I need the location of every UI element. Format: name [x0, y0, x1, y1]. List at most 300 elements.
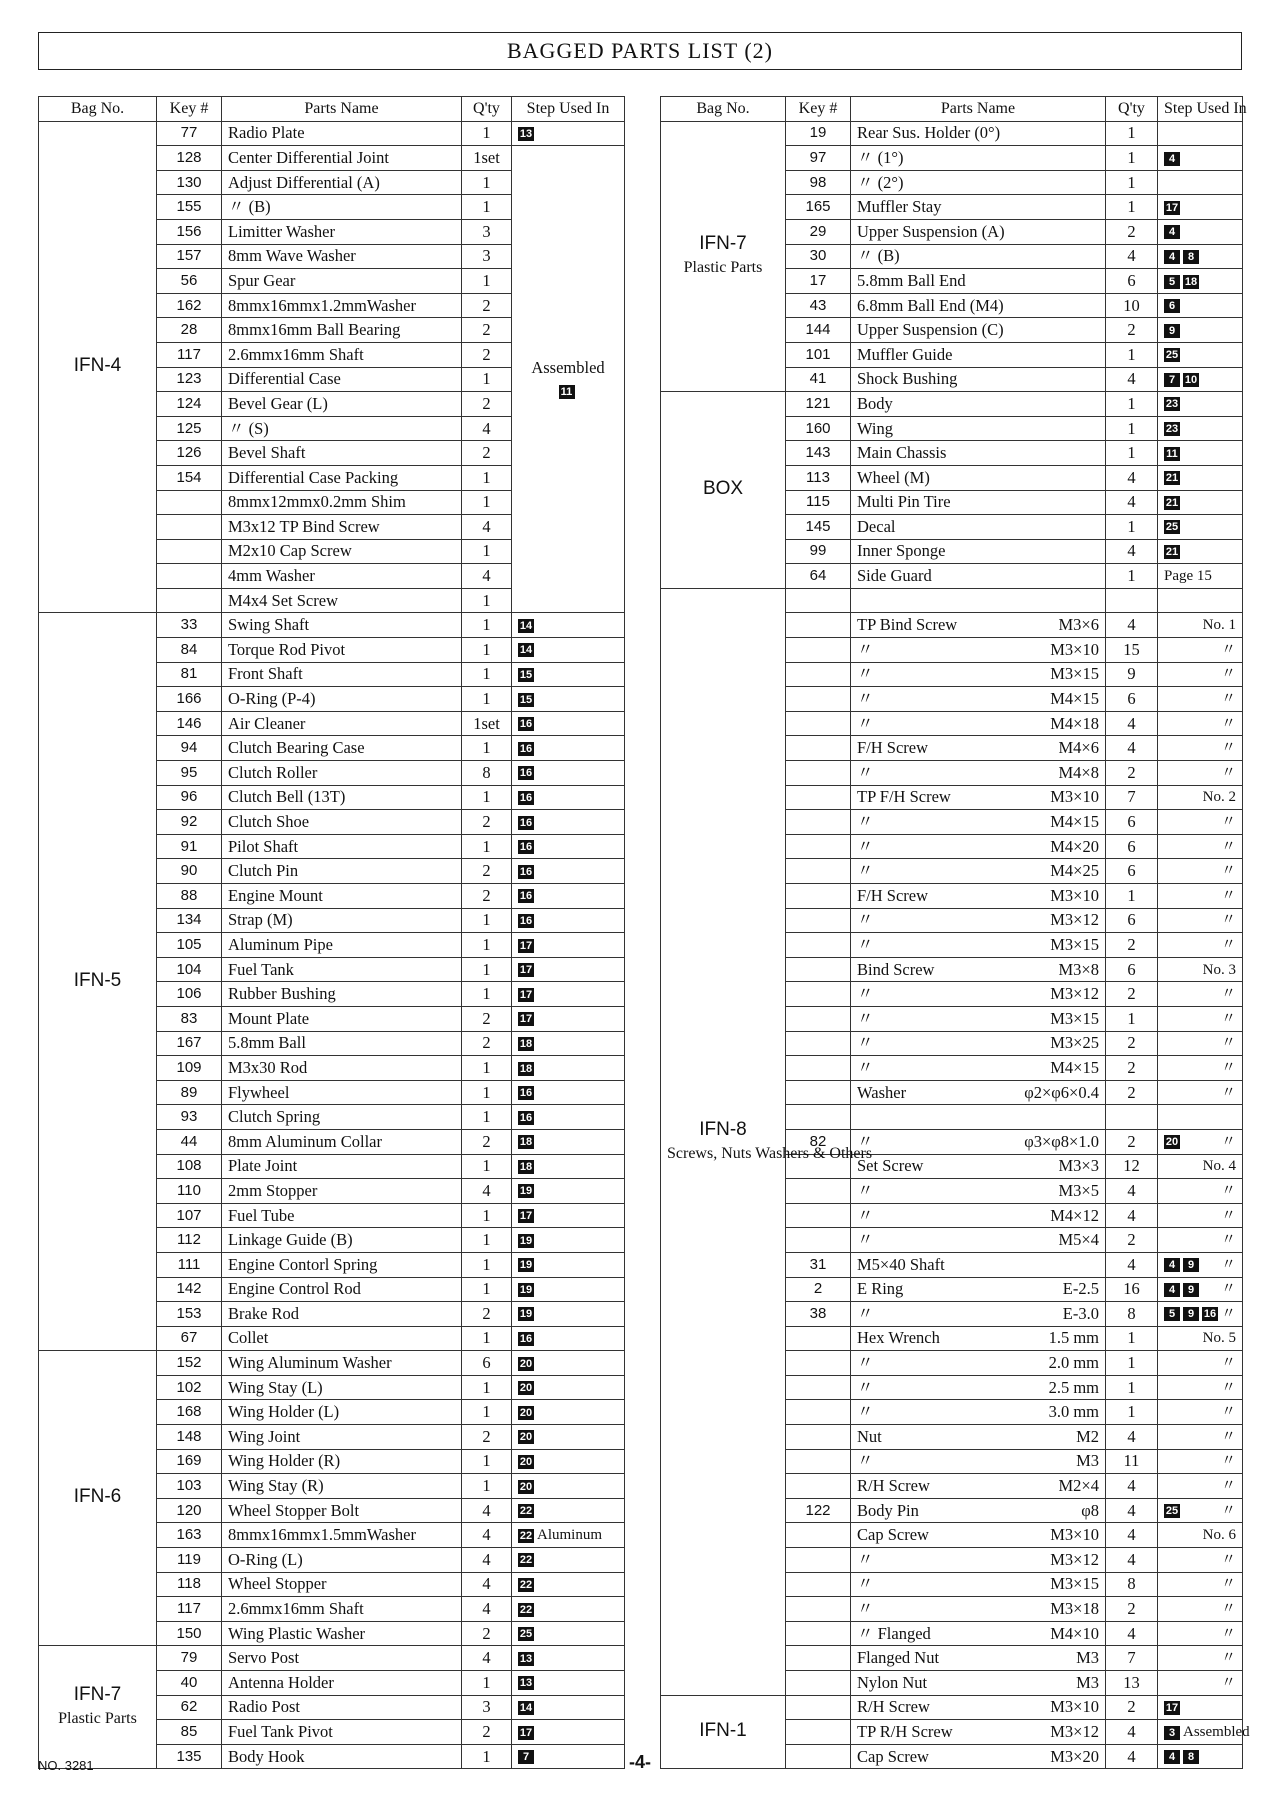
step-number-badge: 20: [519, 1382, 533, 1395]
part-spec: M3×12: [1050, 1721, 1099, 1741]
name-cell: [851, 564, 1106, 589]
step-ref: No. 6: [1202, 1527, 1236, 1544]
name-cell: [222, 884, 462, 909]
qty-cell: 2: [462, 1621, 512, 1646]
qty-cell: 1: [1106, 1326, 1158, 1351]
step-number-badge: 11: [1164, 447, 1180, 461]
bag-cell: [39, 121, 157, 613]
name-cell: [222, 957, 462, 982]
step-cell: [1158, 884, 1243, 909]
step-number-badge: 18: [519, 1136, 533, 1149]
key-cell: [786, 785, 851, 810]
qty-cell: 2: [1106, 318, 1158, 343]
step-number-badge: 9: [1183, 1307, 1199, 1321]
qty-cell: 2: [462, 1129, 512, 1154]
key-cell: [157, 490, 222, 515]
step-ref: 〃: [1220, 1281, 1236, 1298]
part-name: Air Cleaner: [228, 713, 306, 733]
key-cell: [786, 1621, 851, 1646]
step-cell: [512, 1006, 625, 1031]
step-cell: [512, 1129, 625, 1154]
qty-cell: 4: [1106, 1179, 1158, 1204]
qty-cell: 2: [462, 1006, 512, 1031]
step-cell: [512, 884, 625, 909]
part-name: Flywheel: [228, 1082, 290, 1102]
key-cell: 146: [157, 711, 222, 736]
qty-header: Q'ty: [1106, 97, 1158, 122]
qty-cell: 1: [1106, 416, 1158, 441]
key-cell: [786, 1572, 851, 1597]
part-name: 〃: [857, 1377, 874, 1397]
part-name: Adjust Differential (A): [228, 172, 380, 192]
step-ref: No. 4: [1202, 1158, 1236, 1175]
name-cell: [222, 662, 462, 687]
qty-cell: 1: [462, 1671, 512, 1696]
qty-cell: [1106, 1105, 1158, 1130]
qty-cell: 1: [462, 1080, 512, 1105]
step-cell: [512, 1498, 625, 1523]
step-cell: [512, 1105, 625, 1130]
part-spec: M3×15: [1050, 1574, 1099, 1594]
left-parts-table: [38, 96, 625, 1769]
name-cell: [222, 170, 462, 195]
key-cell: 144: [786, 318, 851, 343]
part-name: 〃: [857, 910, 874, 930]
part-name: 〃: [857, 1574, 874, 1594]
part-spec: M4×20: [1050, 836, 1099, 856]
table-row: [661, 392, 1243, 417]
key-cell: 31: [786, 1252, 851, 1277]
key-cell: [786, 908, 851, 933]
step-number-badge: 17: [519, 939, 533, 952]
part-name: Servo Post: [228, 1648, 300, 1668]
part-name: 〃: [857, 1008, 874, 1028]
key-cell: 123: [157, 367, 222, 392]
step-cell: [1158, 1326, 1243, 1351]
step-number-badge: 18: [519, 1037, 533, 1050]
step-cell: [1158, 1597, 1243, 1622]
step-number-badge: 4: [1164, 1750, 1180, 1764]
step-cell: [1158, 1351, 1243, 1376]
part-name: 8mm Wave Washer: [228, 246, 356, 266]
bag-number: BOX: [702, 478, 744, 499]
part-spec: M4×10: [1050, 1623, 1099, 1643]
qty-cell: 2: [1106, 1031, 1158, 1056]
qty-cell: 1: [1106, 1375, 1158, 1400]
part-name: 〃: [857, 1230, 874, 1250]
part-name: 〃: [857, 812, 874, 832]
part-name: 8mm Aluminum Collar: [228, 1131, 383, 1151]
step-ref: 〃: [1220, 1601, 1236, 1618]
step-ref: 〃: [1220, 986, 1236, 1003]
name-cell: [851, 761, 1106, 786]
step-cell: [1158, 1179, 1243, 1204]
qty-cell: 1: [462, 908, 512, 933]
name-cell: [851, 1425, 1106, 1450]
part-spec: M3×5: [1058, 1180, 1099, 1200]
step-number-badge: 17: [1165, 201, 1179, 214]
part-name: 〃: [857, 1057, 874, 1077]
step-number-badge: 25: [519, 1628, 533, 1641]
part-name: 〃 (S): [228, 418, 269, 438]
part-name: Body Hook: [228, 1746, 305, 1766]
part-name: 8mmx16mmx1.2mmWasher: [228, 295, 416, 315]
step-number-badge: 22: [519, 1603, 533, 1616]
key-cell: [786, 1400, 851, 1425]
part-name: Clutch Spring: [228, 1107, 321, 1127]
part-name: Decal: [857, 516, 896, 536]
page-number: -4-: [629, 1752, 651, 1772]
name-cell: [851, 736, 1106, 761]
part-name: Wing Stay (R): [228, 1476, 324, 1496]
step-cell: [512, 1252, 625, 1277]
key-cell: 90: [157, 859, 222, 884]
step-number-badge: 17: [519, 964, 533, 977]
name-cell: [851, 367, 1106, 392]
name-cell: [851, 170, 1106, 195]
step-cell: [512, 1351, 625, 1376]
qty-cell: 15: [1106, 638, 1158, 663]
step-number-badge: 18: [519, 1160, 533, 1173]
qty-cell: 1: [462, 367, 512, 392]
name-cell: [222, 1744, 462, 1769]
key-cell: 95: [157, 761, 222, 786]
key-cell: 142: [157, 1277, 222, 1302]
name-cell: [851, 662, 1106, 687]
name-cell: [851, 1375, 1106, 1400]
step-cell: [1158, 1498, 1243, 1523]
name-cell: [222, 392, 462, 417]
name-cell: [851, 613, 1106, 638]
name-cell: [222, 1154, 462, 1179]
name-cell: [851, 1695, 1106, 1720]
name-cell: [851, 1105, 1106, 1130]
step-cell: [512, 1400, 625, 1425]
part-spec: 2.5 mm: [1048, 1377, 1099, 1397]
part-name: 2.6mmx16mm Shaft: [228, 344, 364, 364]
name-cell: [851, 1056, 1106, 1081]
key-header: Key #: [157, 97, 222, 122]
qty-cell: 1: [462, 269, 512, 294]
name-cell: [222, 318, 462, 343]
step-number-badge: 21: [1165, 546, 1179, 559]
name-cell: [222, 908, 462, 933]
step-header: Step Used In: [512, 97, 625, 122]
step-header: Step Used In: [1158, 97, 1243, 122]
step-cell: [512, 810, 625, 835]
part-name: Nylon Nut: [857, 1672, 928, 1692]
name-cell: [851, 1203, 1106, 1228]
step-cell: [512, 1695, 625, 1720]
key-cell: [786, 810, 851, 835]
step-number-badge: 11: [559, 385, 575, 399]
part-name: Side Guard: [857, 566, 932, 586]
key-cell: [786, 1203, 851, 1228]
step-cell: [512, 1523, 625, 1548]
name-header: Parts Name: [851, 97, 1106, 122]
step-cell: [1158, 1621, 1243, 1646]
bag-number: IFN-5: [73, 969, 122, 991]
part-spec: M3×18: [1050, 1599, 1099, 1619]
part-name: R/H Screw: [857, 1697, 930, 1717]
part-name: Body: [857, 393, 893, 413]
name-cell: [222, 1720, 462, 1745]
name-cell: [851, 687, 1106, 712]
qty-cell: 2: [462, 1031, 512, 1056]
step-cell: [1158, 1548, 1243, 1573]
key-cell: 41: [786, 367, 851, 392]
step-number-badge: 13: [519, 127, 533, 140]
qty-cell: 1: [462, 1105, 512, 1130]
name-cell: [222, 761, 462, 786]
step-ref: 〃: [1220, 1305, 1236, 1322]
qty-cell: 4: [1106, 490, 1158, 515]
step-cell: [1158, 219, 1243, 244]
qty-cell: 1: [462, 1326, 512, 1351]
qty-cell: 2: [462, 342, 512, 367]
qty-cell: 3: [462, 219, 512, 244]
qty-cell: 1: [462, 121, 512, 146]
qty-cell: 2: [1106, 1228, 1158, 1253]
part-name: 〃: [857, 1180, 874, 1200]
step-cell: [512, 761, 625, 786]
step-cell: [1158, 465, 1243, 490]
name-cell: [222, 1548, 462, 1573]
name-cell: [851, 1277, 1106, 1302]
qty-cell: 1: [462, 687, 512, 712]
qty-cell: 2: [462, 810, 512, 835]
key-cell: [157, 588, 222, 613]
key-cell: [786, 736, 851, 761]
qty-cell: 1: [462, 933, 512, 958]
step-cell: [512, 1080, 625, 1105]
key-cell: 117: [157, 1597, 222, 1622]
qty-cell: 2: [1106, 982, 1158, 1007]
key-cell: [786, 1671, 851, 1696]
right-header-row: [661, 97, 1243, 122]
step-number-badge: 16: [519, 841, 533, 854]
qty-cell: 1: [462, 834, 512, 859]
key-cell: 155: [157, 195, 222, 220]
qty-cell: 2: [1106, 1080, 1158, 1105]
part-name: Rear Sus. Holder (0°): [857, 123, 1001, 143]
key-cell: [786, 687, 851, 712]
name-cell: [222, 1572, 462, 1597]
part-name: Wing Holder (R): [228, 1451, 341, 1471]
qty-cell: 6: [1106, 859, 1158, 884]
step-cell: [1158, 834, 1243, 859]
part-name: Cap Screw: [857, 1746, 929, 1766]
name-cell: [851, 1548, 1106, 1573]
part-spec: M3: [1076, 1672, 1099, 1692]
step-cell: [512, 1425, 625, 1450]
key-cell: 150: [157, 1621, 222, 1646]
step-number-badge: 16: [519, 1087, 533, 1100]
step-ref: 〃: [1220, 1650, 1236, 1667]
step-number-badge: 16: [519, 791, 533, 804]
name-cell: [222, 1203, 462, 1228]
part-spec: E-2.5: [1062, 1279, 1099, 1299]
step-number-badge: 18: [1184, 275, 1198, 288]
step-number-badge: 20: [519, 1406, 533, 1419]
step-cell: [1158, 933, 1243, 958]
step-number-badge: 18: [519, 1062, 533, 1075]
name-cell: [851, 834, 1106, 859]
qty-cell: 1: [462, 588, 512, 613]
key-cell: 93: [157, 1105, 222, 1130]
key-cell: 102: [157, 1375, 222, 1400]
qty-cell: 4: [1106, 1252, 1158, 1277]
part-name: Clutch Bearing Case: [228, 738, 365, 758]
qty-cell: 1: [1106, 342, 1158, 367]
key-cell: [786, 933, 851, 958]
qty-cell: 3: [462, 1695, 512, 1720]
bag-cell: [661, 121, 786, 392]
step-cell: [1158, 1400, 1243, 1425]
key-cell: 110: [157, 1179, 222, 1204]
qty-cell: 6: [1106, 834, 1158, 859]
qty-cell: 1set: [462, 146, 512, 171]
part-name: Radio Plate: [228, 123, 305, 143]
step-cell: [1158, 1031, 1243, 1056]
step-cell: [1158, 195, 1243, 220]
name-cell: [851, 441, 1106, 466]
step-cell: [512, 1203, 625, 1228]
key-cell: [786, 1695, 851, 1720]
qty-cell: 1: [1106, 1351, 1158, 1376]
step-ref: 〃: [1220, 641, 1236, 658]
key-cell: [786, 1548, 851, 1573]
name-cell: [222, 367, 462, 392]
qty-cell: 6: [1106, 908, 1158, 933]
part-name: Linkage Guide (B): [228, 1230, 353, 1250]
qty-cell: 2: [462, 884, 512, 909]
qty-cell: 13: [1106, 1671, 1158, 1696]
qty-cell: 2: [1106, 1597, 1158, 1622]
name-cell: [222, 1080, 462, 1105]
name-cell: [222, 1129, 462, 1154]
key-cell: 145: [786, 515, 851, 540]
step-number-badge: 16: [519, 816, 533, 829]
name-cell: [222, 1302, 462, 1327]
part-name: Spur Gear: [228, 270, 296, 290]
qty-cell: 1: [1106, 1006, 1158, 1031]
step-ref: 〃: [1220, 912, 1236, 929]
name-cell: [222, 785, 462, 810]
part-spec: M3×10: [1050, 639, 1099, 659]
step-cell: [1158, 293, 1243, 318]
part-name: 〃: [857, 1599, 874, 1619]
name-cell: [222, 834, 462, 859]
step-cell: [512, 982, 625, 1007]
step-number-badge: 25: [1165, 1505, 1179, 1518]
step-cell: [1158, 1228, 1243, 1253]
key-cell: 44: [157, 1129, 222, 1154]
part-name: Fuel Tank Pivot: [228, 1721, 333, 1741]
step-cell: [1158, 957, 1243, 982]
step-cell: [512, 638, 625, 663]
qty-cell: 2: [1106, 761, 1158, 786]
part-spec: M3×12: [1050, 1549, 1099, 1569]
qty-cell: 1: [462, 1277, 512, 1302]
part-name: F/H Screw: [857, 885, 929, 905]
key-cell: 120: [157, 1498, 222, 1523]
part-name: M2x10 Cap Screw: [228, 541, 352, 561]
name-cell: [222, 933, 462, 958]
step-cell: [512, 662, 625, 687]
key-cell: 162: [157, 293, 222, 318]
part-spec: 2.0 mm: [1048, 1353, 1099, 1373]
step-ref: 〃: [1220, 1551, 1236, 1568]
qty-cell: 4: [1106, 1203, 1158, 1228]
part-name: Hex Wrench: [857, 1328, 940, 1348]
part-name: 〃: [857, 934, 874, 954]
bag-header: Bag No.: [661, 97, 786, 122]
step-cell: [1158, 367, 1243, 392]
table-row: [39, 1351, 625, 1376]
qty-cell: 1: [1106, 515, 1158, 540]
step-number-badge: 21: [1165, 472, 1179, 485]
step-ref: 〃: [1220, 1084, 1236, 1101]
part-spec: M5×4: [1058, 1230, 1099, 1250]
part-name: Washer: [857, 1082, 907, 1102]
key-cell: [786, 1056, 851, 1081]
part-name: Wing: [857, 418, 893, 438]
bag-cell: [39, 1351, 157, 1646]
part-spec: M3×8: [1058, 959, 1099, 979]
step-cell: [1158, 1277, 1243, 1302]
part-name: Engine Mount: [228, 885, 323, 905]
part-name: Main Chassis: [857, 443, 947, 463]
part-name: Muffler Guide: [857, 344, 953, 364]
part-name: TP F/H Screw: [857, 787, 951, 807]
qty-cell: 2: [1106, 933, 1158, 958]
name-cell: [851, 1720, 1106, 1745]
qty-cell: 4: [462, 515, 512, 540]
name-cell: [222, 1400, 462, 1425]
part-name: 〃 Flanged: [857, 1623, 931, 1643]
part-spec: M3×12: [1050, 984, 1099, 1004]
part-name: Clutch Roller: [228, 762, 318, 782]
step-number-badge: 16: [519, 890, 533, 903]
key-cell: 121: [786, 392, 851, 417]
part-name: M4x4 Set Screw: [228, 590, 338, 610]
step-cell: [1158, 736, 1243, 761]
qty-cell: 10: [1106, 293, 1158, 318]
key-cell: 108: [157, 1154, 222, 1179]
key-cell: [786, 1351, 851, 1376]
key-cell: 83: [157, 1006, 222, 1031]
part-name: 〃: [857, 1353, 874, 1373]
step-cell: [1158, 441, 1243, 466]
name-cell: [222, 441, 462, 466]
step-ref: 〃: [1220, 838, 1236, 855]
name-cell: [851, 1597, 1106, 1622]
name-cell: [851, 1449, 1106, 1474]
step-ref: 〃: [1220, 1674, 1236, 1691]
key-cell: [786, 1449, 851, 1474]
qty-cell: 2: [462, 392, 512, 417]
name-cell: [222, 613, 462, 638]
table-row: [661, 121, 1243, 146]
part-spec: M3×10: [1050, 787, 1099, 807]
step-number-badge: 21: [1165, 496, 1179, 509]
step-number-badge: 20: [519, 1456, 533, 1469]
name-cell: [222, 564, 462, 589]
step-number-badge: 22: [519, 1554, 533, 1567]
step-cell: [512, 1031, 625, 1056]
qty-cell: 1: [462, 170, 512, 195]
